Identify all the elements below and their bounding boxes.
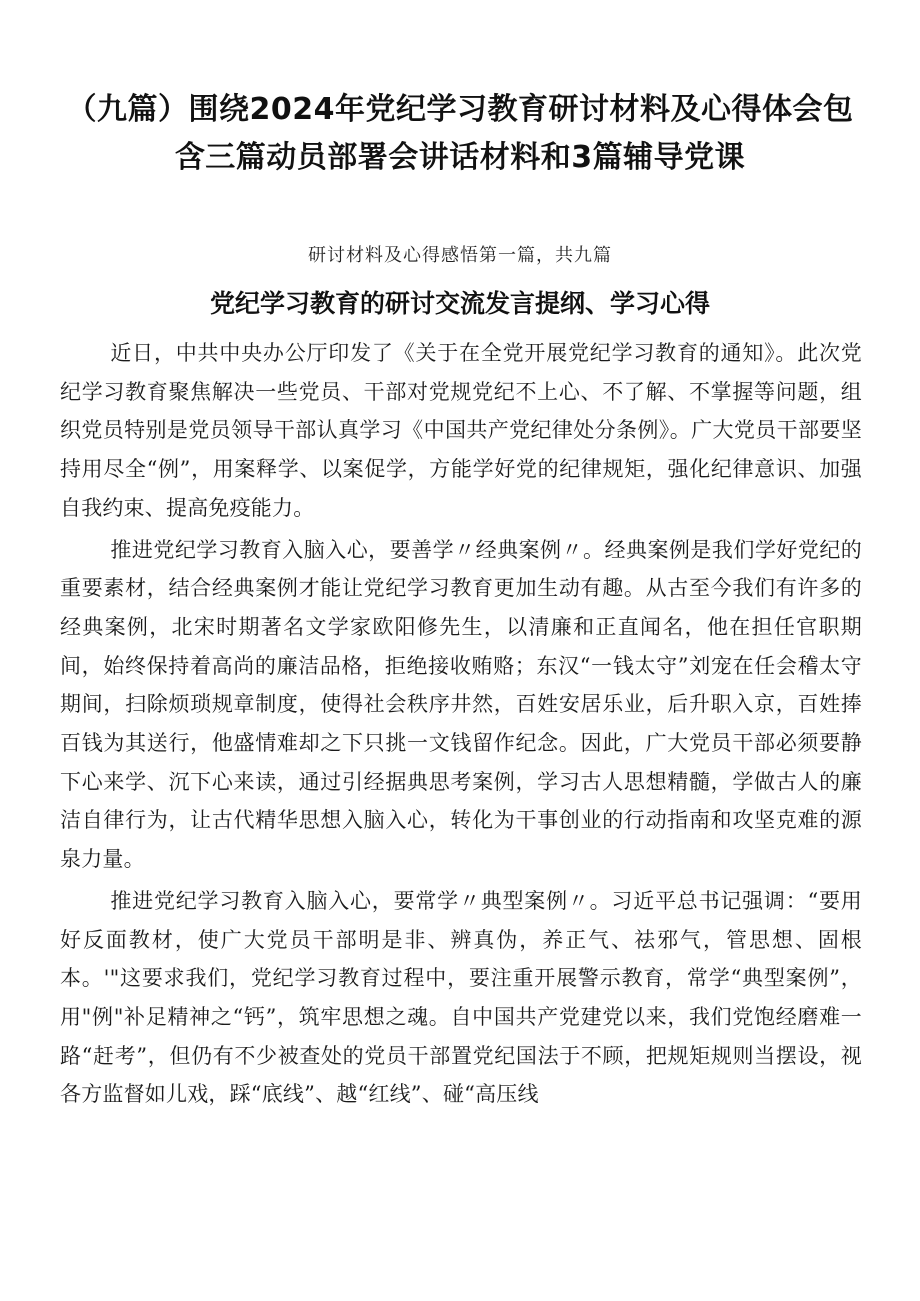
- body-paragraph-3: 推进党纪学习教育入脑入心，要常学〃典型案例〃。习近平总书记强调：“要用好反面教材，使广大党员干部明是非、辨真伪，养正气、祛邪气，管思想、固根本。'"这要求我们，党纪学习教育过程中，要注重开展警示教育，常学“典型案例”，用"例"补足精神之“钙”，筑牢思想之魂。自中国共产党建党以来，我们党饱经磨难一路“赶考”，但仍有不少被查处的党员干部置党纪国法于不顾，把规矩规则当摆设，视各方监督如儿戏，踩“底线”、越“红线”、碰“高压线: [60, 888, 862, 1107]
- document-title: （九篇）围绕2024年党纪学习教育研讨材料及心得体会包含三篇动员部署会讲话材料和3篇辅导党课: [66, 92, 854, 175]
- document-subtitle: 研讨材料及心得感悟第一篇，共九篇: [308, 245, 612, 266]
- body-paragraph-2: 推进党纪学习教育入脑入心，要善学〃经典案例〃。经典案例是我们学好党纪的重要素材，结合经典案例才能让党纪学习教育更加生动有趣。从古至今我们有许多的经典案例，北宋时期著名文学家欧阳修先生，以清廉和正直闻名，他在担任官职期间，始终保持着高尚的廉洁品格，拒绝接收贿赂；东汉“一钱太守”刘宠在任会稽太守期间，扫除烦琐规章制度，使得社会秩序井然，百姓安居乐业，后升职入京，百姓捧百钱为其送行，他盛情难却之下只挑一文钱留作纪念。因此，广大党员干部必须要静下心来学、沉下心来读，通过引经据典思考案例，学习古人思想精髓，学做古人的廉洁自律行为，让古代精华思想入脑入心，转化为干事创业的行动指南和攻坚克难的源泉力量。: [60, 537, 862, 872]
- section-title: 党纪学习教育的研讨交流发言提纲、学习心得: [209, 289, 710, 318]
- document-body: [60, 334, 862, 1114]
- body-paragraph-1: 近日，中共中央办公厅印发了《关于在全党开展党纪学习教育的通知》。此次党纪学习教育聚焦解决一些党员、干部对党规党纪不上心、不了解、不掌握等问题，组织党员特别是党员领导干部认真学习《中国共产党纪律处分条例》。广大党员干部要坚持用尽全“例”，用案释学、以案促学，方能学好党的纪律规矩，强化纪律意识、加强自我约束、提高免疫能力。: [60, 341, 862, 520]
